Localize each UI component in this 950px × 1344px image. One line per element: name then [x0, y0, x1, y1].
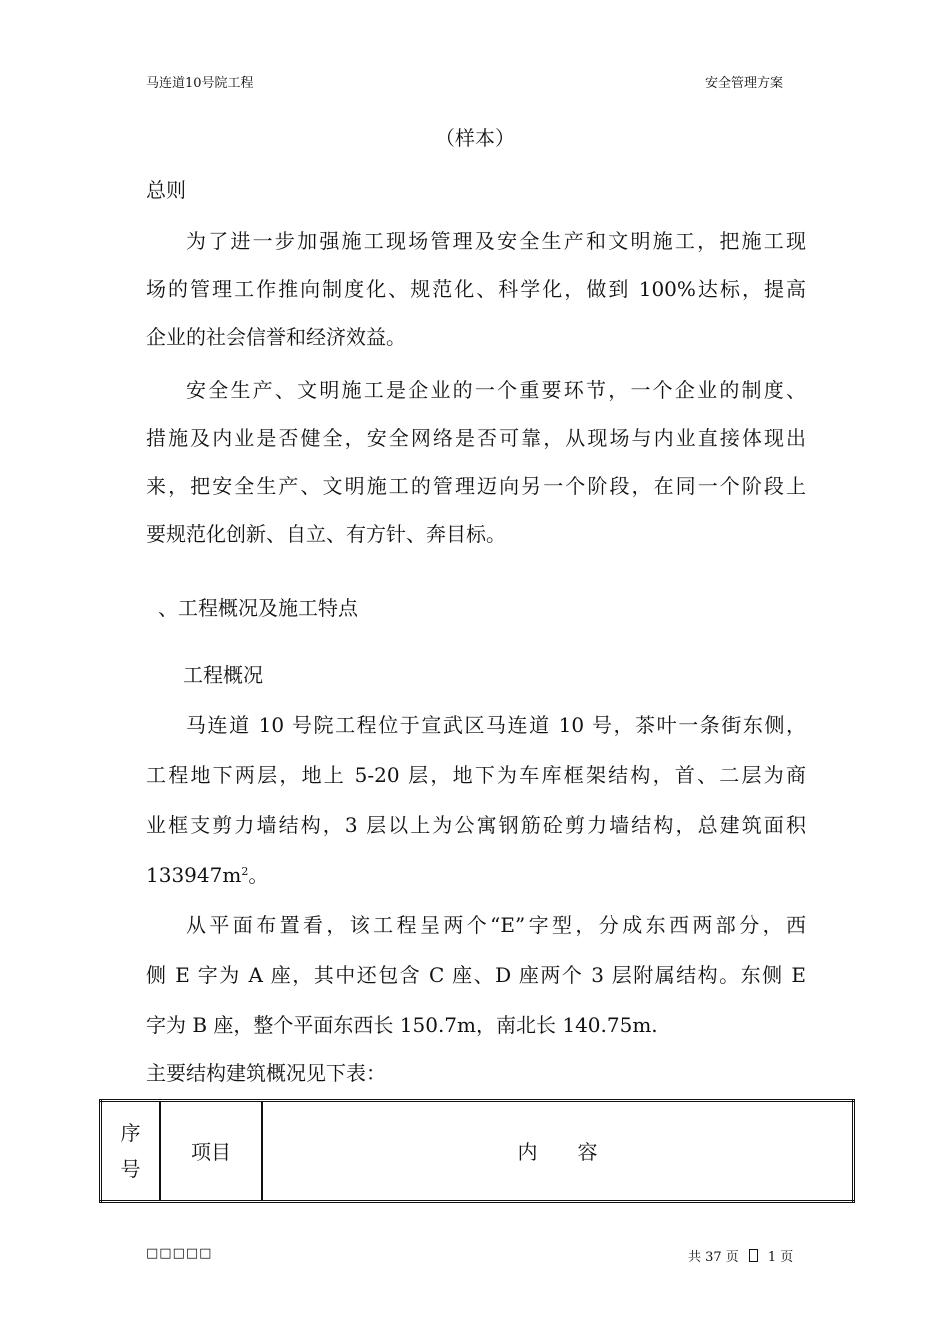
- paragraph-2-line-2: 措施及内业是否健全，安全网络是否可靠，从现场与内业直接体现出: [146, 426, 806, 450]
- section-overview-heading: 、工程概况及施工特点: [158, 596, 358, 620]
- header-cell-item: 项目: [160, 1101, 262, 1202]
- area-unit-superscript: 2: [241, 865, 249, 878]
- paragraph-1-line-3: 企业的社会信誉和经济效益。: [146, 325, 406, 349]
- paragraph-4-line-1: 从平面布置看，该工程呈两个“E”字型，分成东西两部分，西: [186, 913, 806, 937]
- paragraph-4-line-3: 字为 B 座，整个平面东西长 150.7m，南北长 140.75m.: [146, 1013, 658, 1037]
- footer-current-page: 1 页: [767, 1250, 794, 1265]
- header-cell-index: [101, 1101, 161, 1202]
- paragraph-4-line-2: 侧 E 字为 A 座，其中还包含 C 座、D 座两个 3 层附属结构。东侧 E: [146, 963, 806, 987]
- section-general-heading: 总则: [146, 178, 186, 202]
- paragraph-1-line-2: 场的管理工作推向制度化、规范化、科学化，做到 100%达标，提高: [146, 277, 806, 301]
- subsection-overview-heading: 工程概况: [183, 663, 263, 687]
- table-header-row: [101, 1101, 854, 1202]
- footer-total-pages: 共 37 页: [688, 1250, 739, 1265]
- paragraph-3-line-1: 马连道 10 号院工程位于宣武区马连道 10 号，茶叶一条街东侧，: [186, 713, 806, 737]
- missing-glyph-icon: [749, 1249, 758, 1262]
- header-index-line-1: 序: [120, 1121, 141, 1145]
- total-area-value: 133947m: [146, 863, 242, 887]
- header-index-line-2: 号: [120, 1157, 141, 1181]
- page-title: （样本）: [435, 126, 515, 150]
- footer-page-info: [688, 1246, 793, 1265]
- structure-overview-table: [99, 1099, 855, 1203]
- paragraph-3-end: 。: [248, 863, 269, 887]
- header-right: 安全管理方案: [705, 76, 784, 91]
- table-intro: 主要结构建筑概况见下表：: [146, 1061, 386, 1085]
- footer-left: □□□□□: [146, 1246, 213, 1261]
- header-cell-content: 内 容: [262, 1101, 854, 1202]
- paragraph-3-line-2: 工程地下两层，地上 5-20 层，地下为车库框架结构，首、二层为商: [146, 763, 806, 787]
- paragraph-2-line-3: 来，把安全生产、文明施工的管理迈向另一个阶段，在同一个阶段上: [146, 474, 806, 498]
- paragraph-3-line-4: [146, 859, 268, 888]
- paragraph-1-line-1: 为了进一步加强施工现场管理及安全生产和文明施工，把施工现: [186, 229, 806, 253]
- paragraph-3-line-3: 业框支剪力墙结构，3 层以上为公寓钢筋砼剪力墙结构，总建筑面积: [146, 813, 806, 837]
- header-left: 马连道10号院工程: [146, 76, 254, 91]
- paragraph-2-line-1: 安全生产、文明施工是企业的一个重要环节，一个企业的制度、: [186, 378, 806, 402]
- paragraph-2-line-4: 要规范化创新、自立、有方针、奔目标。: [146, 522, 506, 546]
